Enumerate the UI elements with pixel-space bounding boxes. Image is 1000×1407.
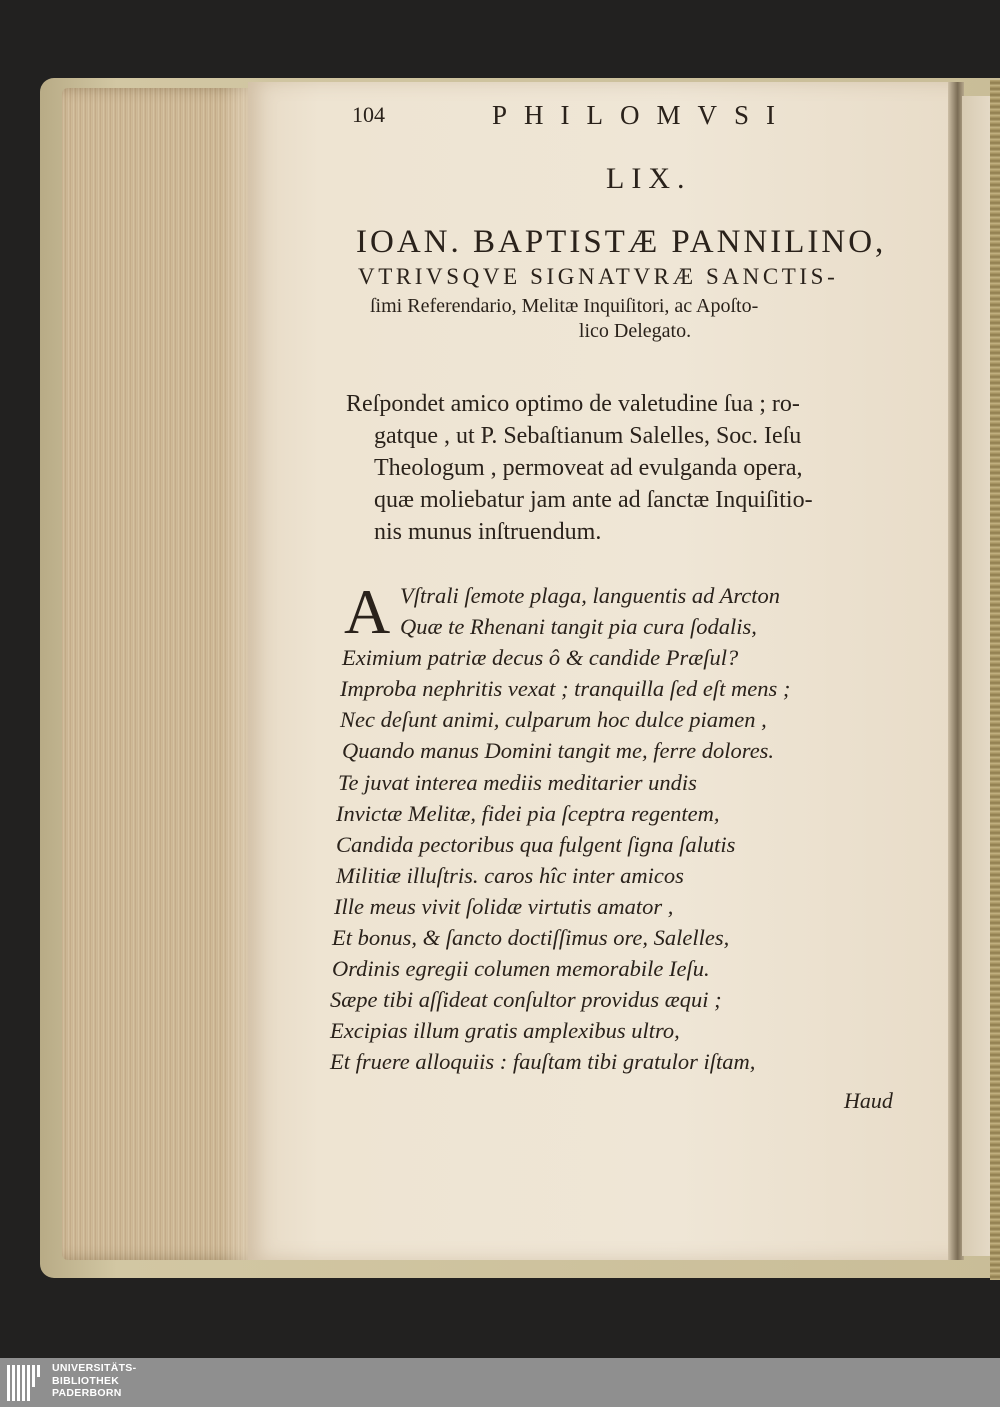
heading-line: lico Delegato.	[578, 320, 692, 342]
section-number: LIX.	[606, 162, 692, 195]
summary-line: gatque , ut P. Sebaſtianum Salelles, Soc. Ieſu	[374, 423, 802, 449]
poem-line: Quando manus Domini tangit me, ferre dolores.	[342, 738, 775, 764]
summary-line: Reſpondet amico optimo de valetudine ſua ; ro-	[346, 391, 800, 417]
letter-summary	[346, 388, 936, 548]
institution-line: UNIVERSITÄTS-	[52, 1362, 137, 1374]
catchword: Haud	[844, 1088, 893, 1113]
poem-line: Vſtrali ſemote plaga, languentis ad Arcton	[400, 583, 780, 608]
drop-cap: A	[344, 576, 391, 647]
poem-line: Sæpe tibi aſſideat conſultor providus æqui ;	[330, 987, 722, 1013]
running-title: PHILOMVSI	[492, 100, 793, 130]
poem-line: Excipias illum gratis amplexibus ultro,	[330, 1018, 680, 1044]
summary-line: Theologum , permoveat ad evulganda opera,	[374, 455, 803, 481]
institution-name	[52, 1362, 136, 1400]
heading-line: IOAN. BAPTISTÆ PANNILINO,	[356, 224, 887, 260]
heading-line: ſimi Referendario, Melitæ Inquiſitori, ac Apoſto-	[370, 295, 759, 317]
poem-line: Invictæ Melitæ, fidei pia ſceptra regentem,	[336, 800, 720, 826]
poem-line: Militiæ illuſtris. caros hîc inter amicos	[336, 862, 684, 888]
poem-line: Te juvat interea mediis meditarier undis	[338, 769, 697, 795]
footer-bar	[0, 1358, 1000, 1407]
poem-line: Et bonus, & ſancto doctiſſimus ore, Salelles,	[332, 925, 730, 951]
binding-headband	[990, 80, 1000, 1280]
summary-line: nis munus inſtruendum.	[374, 519, 602, 545]
poem-line: Ordinis egregii columen memorabile Ieſu.	[332, 956, 710, 982]
poem-line: Quæ te Rhenani tangit pia cura ſodalis,	[400, 614, 757, 640]
institution-line: PADERBORN	[52, 1387, 122, 1399]
summary-line: quæ moliebatur jam ante ad ſanctæ Inquiſitio-	[374, 487, 813, 513]
institution-line: BIBLIOTHEK	[52, 1374, 120, 1387]
poem-line: Eximium patriæ decus ô & candide Præſul?	[342, 645, 739, 671]
poem-line: Candida pectoribus qua fulgent ſigna ſalutis	[336, 831, 736, 857]
library-bars-logo-icon	[6, 1361, 46, 1403]
poem-line: Nec deſunt animi, culparum hoc dulce piamen ,	[340, 707, 767, 733]
letter-heading	[340, 224, 930, 343]
poem	[330, 576, 930, 1078]
running-head	[352, 100, 822, 136]
poem-line: Et fruere alloquiis : fauſtam tibi gratulor iſtam,	[330, 1049, 756, 1075]
poem-line: Ille meus vivit ſolidæ virtutis amator ,	[334, 893, 674, 919]
heading-line: VTRIVSQVE SIGNATVRÆ SANCTIS-	[358, 264, 839, 289]
page-number: 104	[352, 102, 385, 127]
poem-line: Improba nephritis vexat ; tranquilla ſed eſt mens ;	[340, 676, 791, 702]
